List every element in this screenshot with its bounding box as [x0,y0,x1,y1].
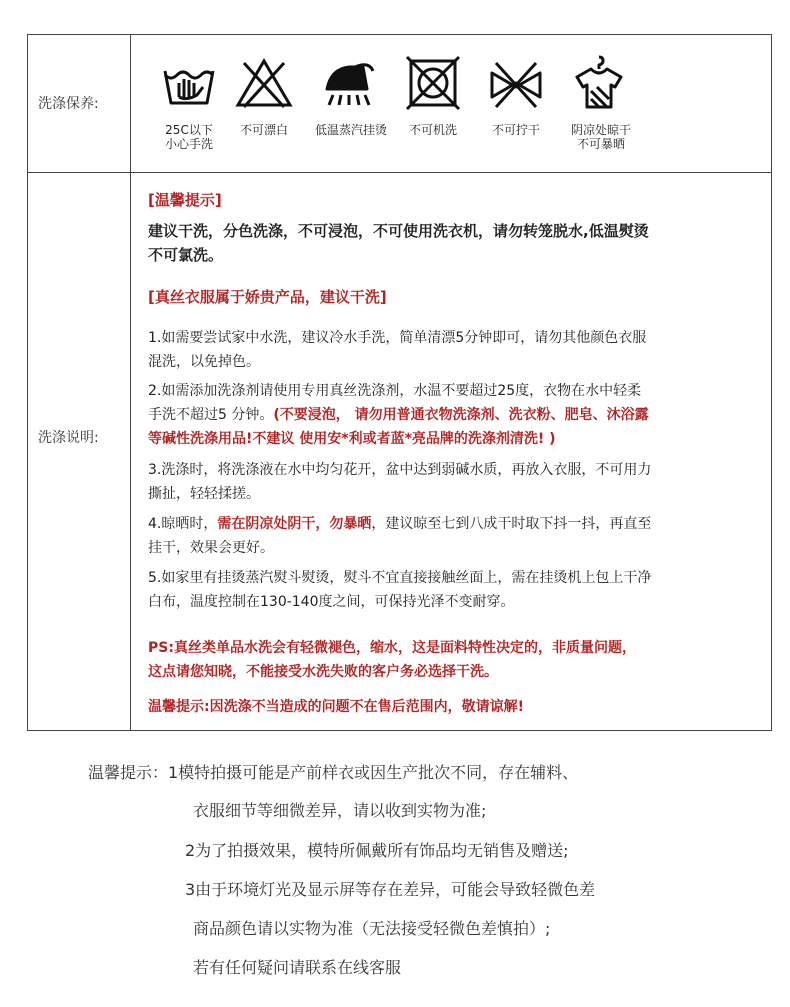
footer-line-2: 衣服细节等细微差异，请以收到实物为准; [193,801,487,820]
footer-line-3: 2为了拍摄效果，模特所佩戴所有饰品均无销售及赠送; [185,841,569,860]
para-2-line-1: 2.如需添加洗涤剂请使用专用真丝洗涤剂，水温不要超过25度，衣物在水中轻柔 [148,383,642,399]
para-5-line-1: 5.如家里有挂烫蒸汽熨斗熨烫，熨斗不宜直接接触丝面上，需在挂烫机上包上干净 [148,570,652,586]
para-5-line-2: 白布，温度控制在130-140度之间，可保持光泽不变耐穿。 [148,594,515,610]
steam-iron-label: 低温蒸汽挂烫 [314,123,387,137]
ps-line-2: 这点请您知晓，不能接受水洗失败的客户务必选择干洗。 [148,664,498,680]
column-divider [130,173,131,730]
shade-dry-label: 阴凉处晾干 不可暴晒 [570,123,631,151]
care-icons [131,35,771,173]
hand-wash-label: 25C以下 小心手洗 [164,123,213,151]
para-1-line-2: 混洗，以免掉色。 [148,354,260,370]
instructions-row [28,173,771,730]
summary-line-1: 建议干洗，分色洗涤，不可浸泡，不可使用洗衣机，请勿转笼脱水,低温熨烫 [148,222,649,240]
footer-line-4: 3由于环境灯光及显示屏等存在差异，可能会导致轻微色差 [185,880,596,899]
ps-line-1: PS:真丝类单品水洗会有轻微褪色，缩水，这是面料特性决定的，非质量问题， [148,640,636,656]
para-2-line-2: 手洗不超过5 分钟。(不要浸泡， 请勿用普通衣物洗涤剂、洗衣粉、肥皂、沐浴露 [148,407,649,423]
summary-line-2: 不可氯洗。 [148,246,224,264]
no-wring-label: 不可拧干 [491,123,540,137]
para-1-line-1: 1.如需要尝试家中水洗，建议冷水手洗，简单清漂5分钟即可，请勿其他颜色衣服 [148,330,647,346]
low-steam-iron-icon [319,53,379,113]
no-machine-wash-icon [403,53,463,113]
final-tip: 温馨提示:因洗涤不当造成的问题不在售后范围内，敬请谅解! [148,699,524,715]
para-4-line-2: 挂干，效果会更好。 [148,540,274,556]
para-2-line-3: 等碱性洗涤用品!不建议 使用安*利或者蓝*亮品牌的洗涤剂清洗! ) [148,431,556,447]
silk-title: [真丝衣服属于娇贵产品，建议干洗] [148,288,387,306]
care-symbols-row [28,35,771,173]
footer-line-5: 商品颜色请以实物为准（无法接受轻微色差慎拍）; [193,919,551,938]
footer-line-6: 若有任何疑问请联系在线客服 [193,958,402,977]
para-3-line-2: 撕扯，轻轻揉搓。 [148,486,260,502]
para-3-line-1: 3.洗涤时，将洗涤液在水中均匀花开，盆中达到弱碱水质，再放入衣服，不可用力 [148,462,652,478]
shade-dry-icon [569,53,629,113]
no-bleach-icon [234,53,294,113]
care-table [27,34,772,731]
tip-title: [温馨提示] [148,191,222,209]
hand-wash-icon [159,53,219,113]
care-label: 洗涤保养: [38,96,99,112]
footer-line-1: 温馨提示：1模特拍摄可能是产前样衣或因生产批次不同，存在辅料、 [88,763,579,782]
instructions-label: 洗涤说明: [38,430,99,446]
no-machine-wash-label: 不可机洗 [408,123,457,137]
no-wring-icon [486,53,546,113]
no-bleach-label: 不可漂白 [239,123,288,137]
para-4-line-1: 4.晾晒时，需在阴凉处阴干，勿暴晒，建议晾至七到八成干时取下抖一抖，再直至 [148,516,652,532]
